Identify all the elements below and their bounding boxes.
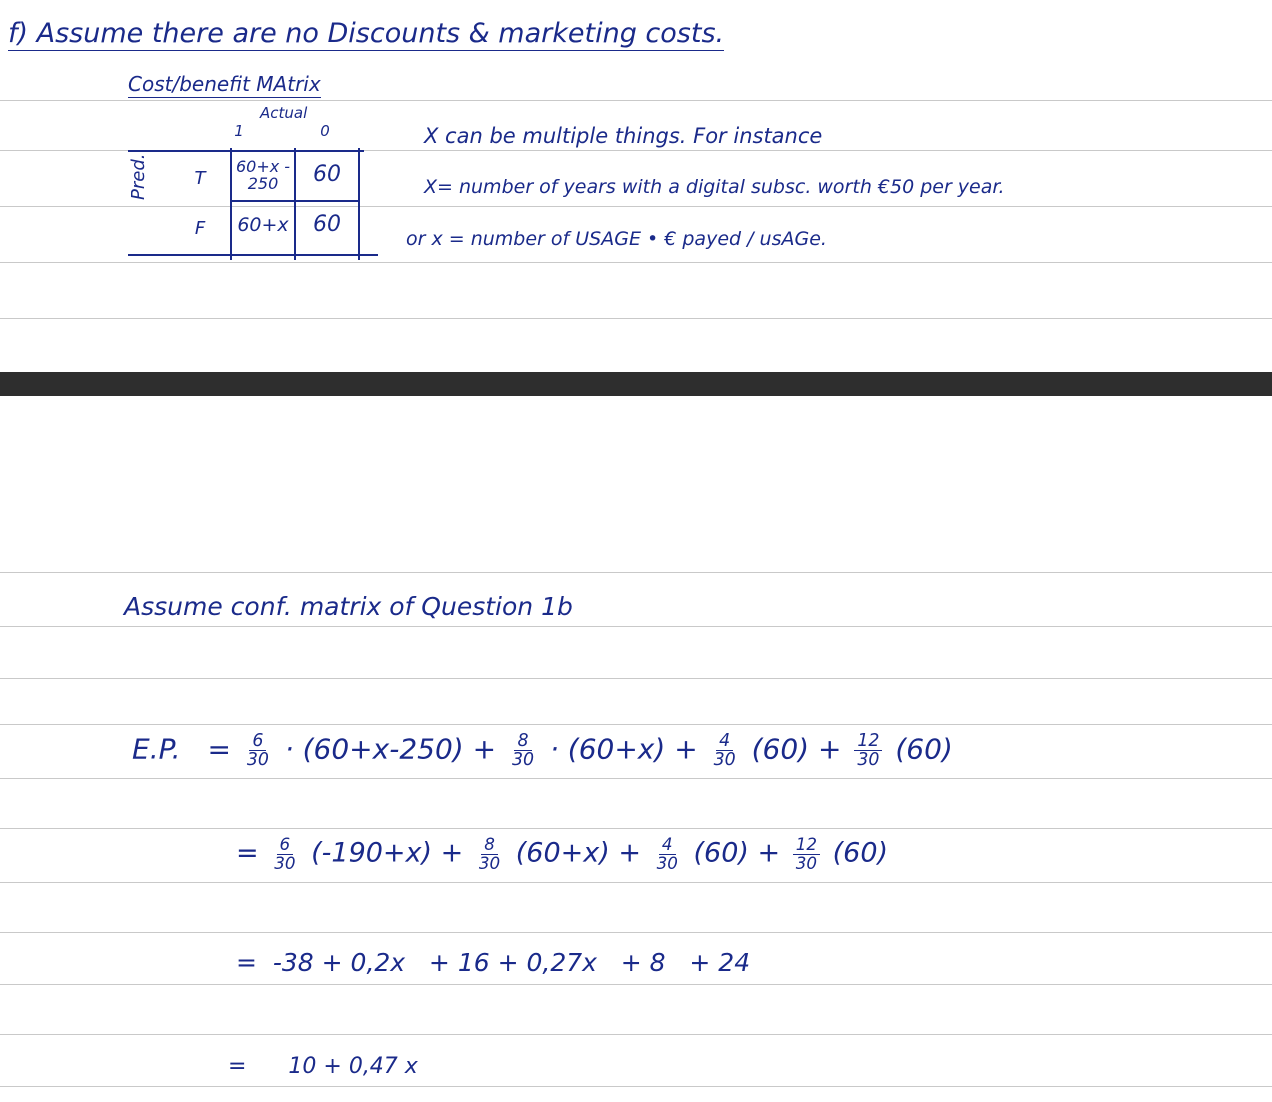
ruled-line (0, 100, 1272, 101)
equals-sign: = (236, 948, 257, 977)
fraction-denominator: 30 (511, 750, 535, 771)
dot-operator: · (549, 732, 559, 766)
fraction-denominator: 30 (656, 852, 678, 873)
explanation-line: X= number of years with a digital subsc. worth €50 per year. (424, 176, 1005, 198)
fraction-numerator: 12 (793, 836, 820, 855)
matrix-line (358, 148, 360, 260)
matrix-subheading: Cost/benefit MAtrix (128, 72, 321, 96)
ep-label: E.P. (132, 732, 181, 766)
cost-benefit-matrix (128, 122, 368, 260)
fraction (509, 732, 537, 769)
explanation-line: or x = number of USAGE • € payed / usAGe. (406, 228, 827, 250)
term-expression: (60) (693, 837, 749, 869)
fraction-denominator: 30 (795, 852, 818, 873)
matrix-cell-tn: 60 (313, 212, 341, 237)
fraction (793, 836, 820, 872)
fraction (654, 836, 681, 872)
ruled-line (0, 678, 1272, 679)
equals-sign: = (228, 1054, 247, 1079)
fraction-denominator: 30 (857, 750, 880, 771)
term-expression: (-190+x) (311, 837, 433, 869)
equals-sign: = (236, 837, 259, 869)
equals-sign: = (207, 732, 231, 766)
plus-sign: + (757, 837, 781, 869)
assume-line: Assume conf. matrix of Question 1b (124, 592, 573, 621)
ruled-line (0, 1034, 1272, 1035)
term-expression: (60+x) (515, 837, 610, 869)
ruled-line (0, 882, 1272, 883)
matrix-pred-label: Pred. (128, 153, 149, 200)
matrix-col-label: 0 (320, 122, 330, 140)
plus-sign: + (440, 837, 464, 869)
matrix-row-label: F (194, 218, 206, 239)
ruled-line (0, 984, 1272, 985)
matrix-cell-fn: 60+x (237, 214, 289, 236)
explanation-line: X can be multiple things. For instance (424, 124, 823, 148)
matrix-cell-tp: 60+x - 250 (235, 157, 291, 193)
fraction-denominator: 30 (246, 750, 269, 771)
fraction-numerator: 8 (514, 732, 531, 751)
fraction-numerator: 12 (854, 732, 882, 751)
fraction (711, 732, 739, 769)
ruled-line (0, 1086, 1272, 1087)
fraction-numerator: 4 (659, 836, 676, 855)
fraction-denominator: 30 (713, 750, 736, 771)
ruled-line (0, 318, 1272, 319)
matrix-row-label: T (194, 168, 206, 189)
ruled-line (0, 828, 1272, 829)
ruled-line (0, 724, 1272, 725)
term-expression: (60) (832, 837, 889, 869)
fraction-numerator: 6 (277, 836, 294, 855)
term-expression: (60) (895, 732, 953, 766)
equation-line-4 (228, 1054, 418, 1079)
fraction-numerator: 8 (481, 836, 498, 855)
term-expression: (60) (751, 732, 810, 766)
ruled-line (0, 932, 1272, 933)
fraction-denominator: 30 (478, 852, 501, 873)
ruled-line (0, 262, 1272, 263)
plus-sign: + (618, 837, 642, 869)
fraction (271, 836, 298, 872)
matrix-cell-fp: 60 (313, 162, 341, 187)
matrix-col-label: 1 (234, 122, 244, 140)
plus-sign: + (817, 732, 842, 766)
equation-expression: -38 + 0,2x + 16 + 0,27x + 8 + 24 (272, 948, 751, 977)
fraction-numerator: 4 (716, 732, 733, 751)
equation-line-2 (236, 836, 888, 872)
note-heading: f) Assume there are no Discounts & marketing costs. (8, 18, 725, 49)
top-note-sheet (0, 0, 1272, 372)
matrix-actual-label: Actual (260, 104, 308, 122)
dot-operator: · (284, 732, 294, 766)
equation-line-1 (132, 732, 953, 769)
matrix-line (128, 150, 364, 152)
plus-sign: + (472, 732, 497, 766)
equation-line-3 (236, 948, 750, 977)
ruled-line (0, 626, 1272, 627)
term-expression: (60+x) (567, 732, 666, 766)
fraction-denominator: 30 (274, 852, 296, 873)
ruled-line (0, 778, 1272, 779)
fraction (244, 732, 272, 769)
term-expression: (60+x-250) (302, 732, 464, 766)
fraction (476, 836, 503, 872)
ruled-line (0, 572, 1272, 573)
plus-sign: + (674, 732, 698, 766)
matrix-line (128, 254, 378, 256)
bottom-note-sheet (0, 396, 1272, 1102)
fraction-numerator: 6 (249, 732, 266, 751)
equation-expression: 10 + 0,47 x (288, 1054, 418, 1079)
fraction (854, 732, 882, 769)
page-divider (0, 372, 1272, 396)
